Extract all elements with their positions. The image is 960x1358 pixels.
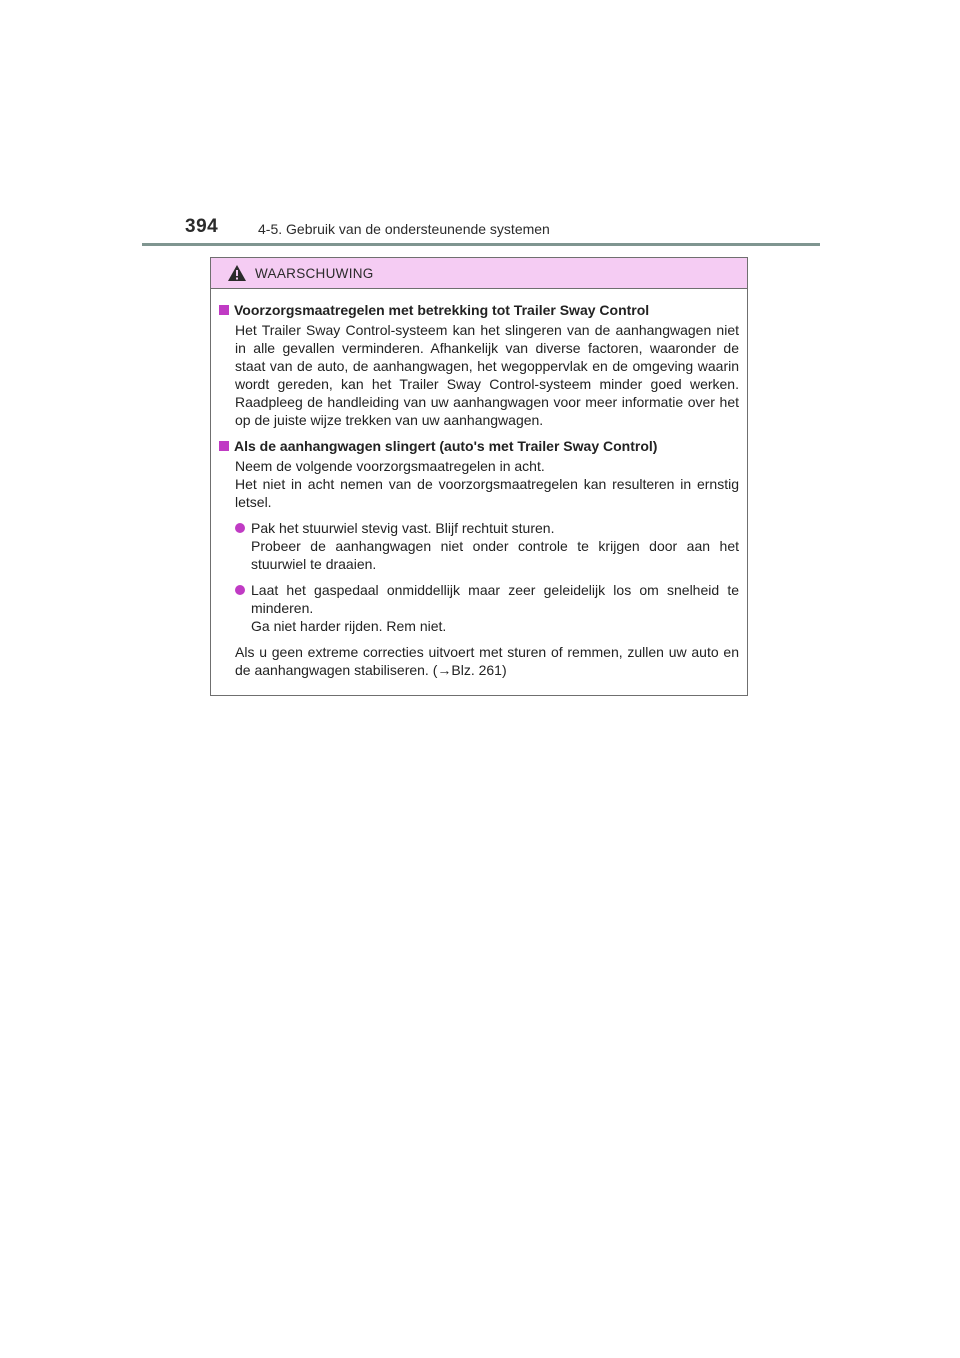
closing-paragraph: Als u geen extreme correcties uitvoert met sturen of remmen, zullen uw auto en de aanhangwagen stabiliseren. (→Blz. 261) [235,644,739,678]
warning-section-1 [219,301,739,429]
warning-section-2 [219,437,739,679]
circle-bullet-icon [235,585,245,595]
square-bullet-icon [219,305,229,315]
warning-header [211,258,747,289]
list-item-line: Laat het gaspedaal onmiddellijk maar zeer geleidelijk los om snelheid te minderen. [251,582,739,616]
list-item-line: Pak het stuurwiel stevig vast. Blijf rechtuit sturen. [251,520,555,536]
page-number: 394 [185,216,219,237]
paragraph-line: Neem de volgende voorzorgsmaatregelen in acht. [235,458,545,474]
section-paragraph [219,457,739,511]
section-heading-text: Voorzorgsmaatregelen met betrekking tot Trailer Sway Control [234,302,650,318]
list-item-line: Probeer de aanhangwagen niet onder controle te krijgen door aan het stuurwiel te draaien. [251,538,739,572]
section-paragraph: Het Trailer Sway Control-systeem kan het slingeren van de aanhangwagen niet in alle gevallen verminderen. Afhankelijk van diverse factoren, waaronder de staat van de auto, de aanhangwagen, het wegoppervlak en de omgeving waarin wordt gereden, kan het Trailer Sway Control-systeem minder goed werken. Raadpleeg de handleiding van uw aanhangwagen voor meer informatie over het op de juiste wijze trekken van uw aanhangwagen. [235,322,739,428]
list-item-text [251,581,739,635]
warning-body [211,289,747,679]
list-item [219,581,739,635]
section-heading [219,437,739,455]
list-item-line: Ga niet harder rijden. Rem niet. [251,618,447,634]
paragraph-line: Het niet in acht nemen van de voorzorgsmaatregelen kan resulteren in ernstig letsel. [235,476,739,510]
header-rule [142,243,820,246]
list-item-text [251,519,739,573]
square-bullet-icon [219,441,229,451]
list-item [219,519,739,573]
section-title: 4-5. Gebruik van de ondersteunende systemen [258,221,550,237]
warning-triangle-icon [227,264,247,282]
warning-title: WAARSCHUWING [255,265,374,281]
section-heading [219,301,739,319]
warning-box [210,257,748,696]
circle-bullet-icon [235,523,245,533]
section-heading-text: Als de aanhangwagen slingert (auto's met Trailer Sway Control) [234,438,658,454]
